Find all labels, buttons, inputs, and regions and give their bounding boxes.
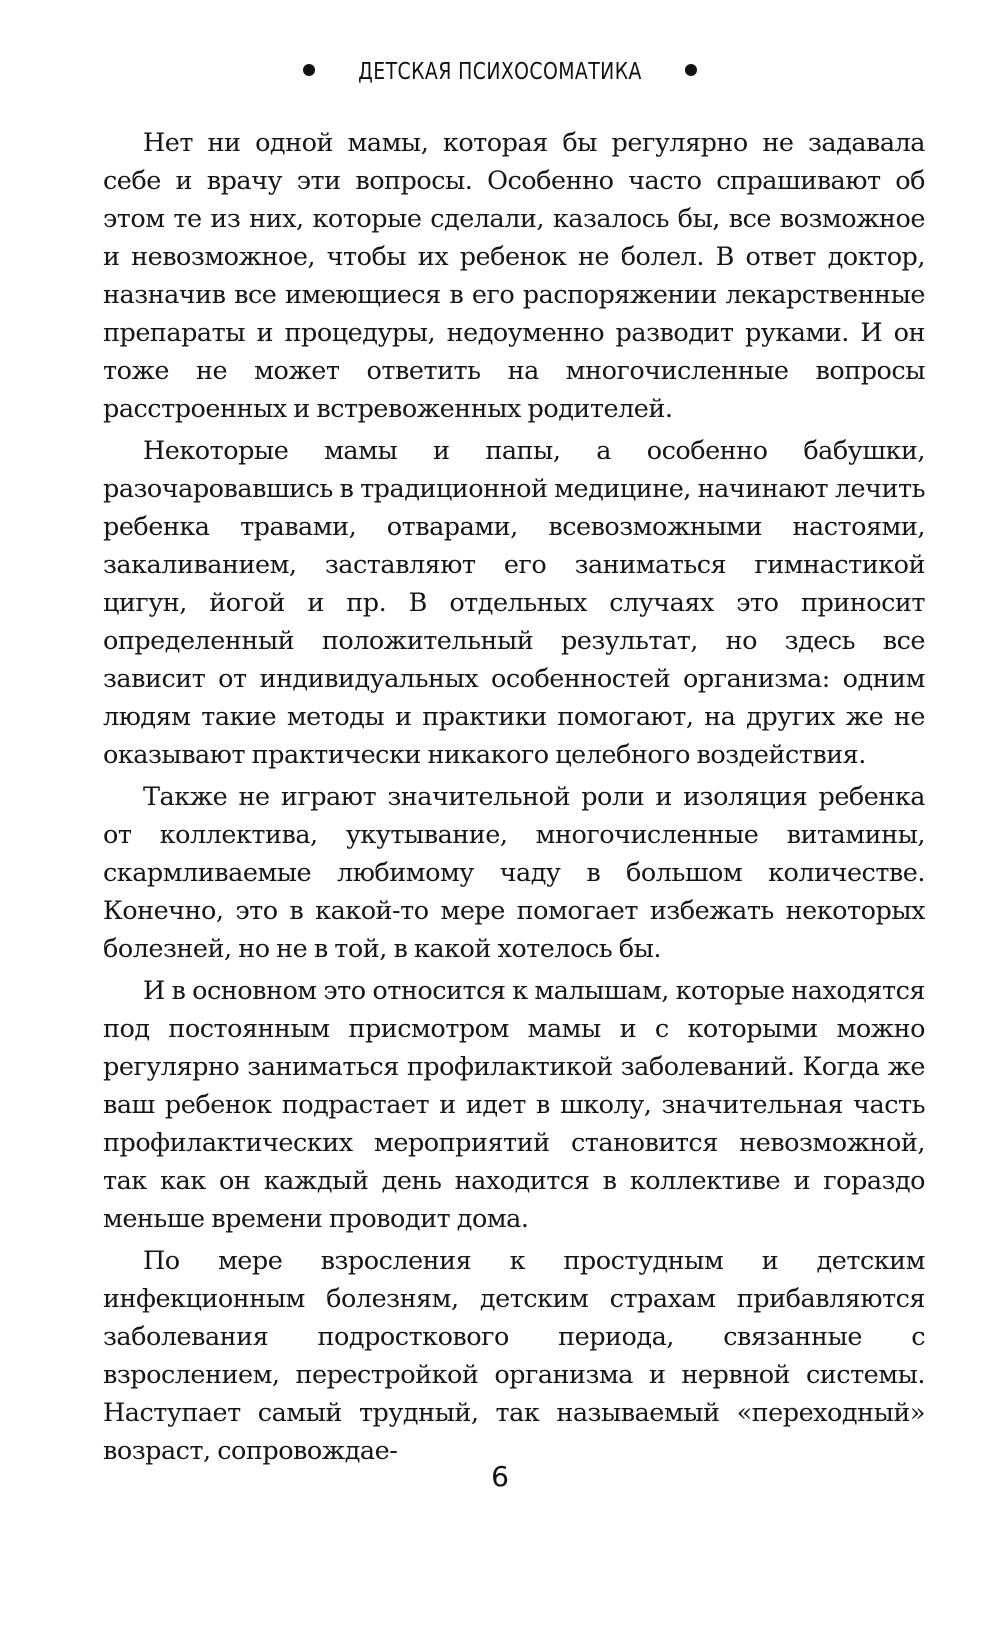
running-header (0, 58, 1000, 85)
bullet-right-icon (685, 64, 697, 76)
page-body (103, 124, 925, 1474)
paragraph-5: По мере взросления к простудным и детским инфекционным болезням, детским страхам прибавляются заболевания подросткового периода, связанные с взрослением, перестройкой организма и нервной системы. Наступает самый трудный, так называемый «переходный» возраст, сопровождае- (103, 1246, 925, 1466)
paragraph-3: Также не играют значительной роли и изоляция ребенка от коллектива, укутывание, многочисленные витамины, скармливаемые любимому чаду в большом количестве. Конечно, это в какой-то мере помогает избежать некоторых болезней, но не в той, в какой хотелось бы. (103, 782, 925, 964)
paragraph-1: Нет ни одной мамы, которая бы регулярно не задавала себе и врачу эти вопросы. Особенно часто спрашивают об этом те из них, которые сделали, казалось бы, все возможное и невозможное, чтобы их ребенок не болел. В ответ доктор, назначив все имеющиеся в его распоряжении лекарственные препараты и процедуры, недоуменно разводит руками. И он тоже не может ответить на многочисленные вопросы расстроенных и встревоженных родителей. (103, 128, 925, 424)
bullet-left-icon (303, 64, 315, 76)
paragraph-2: Некоторые мамы и папы, а особенно бабушки, разочаровавшись в традиционной медицине, начинают лечить ребенка травами, отварами, всевозможными настоями, закаливанием, заставляют его заниматься гимнастикой цигун, йогой и пр. В отдельных случаях это приносит определенный положительный результат, но здесь все зависит от индивидуальных особенностей организма: одним людям такие методы и практики помогают, на других же не оказывают практически никакого целебного воздействия. (103, 436, 925, 770)
running-header-title: ДЕТСКАЯ ПСИХОСОМАТИКА (358, 58, 642, 85)
page-number: 6 (491, 1460, 509, 1493)
paragraph-4: И в основном это относится к малышам, которые находятся под постоянным присмотром мамы и с которыми можно регулярно заниматься профилактикой заболеваний. Когда же ваш ребенок подрастает и идет в школу, значительная часть профилактических мероприятий становится невозможной, так как он каждый день находится в коллективе и гораздо меньше времени проводит дома. (103, 976, 925, 1234)
